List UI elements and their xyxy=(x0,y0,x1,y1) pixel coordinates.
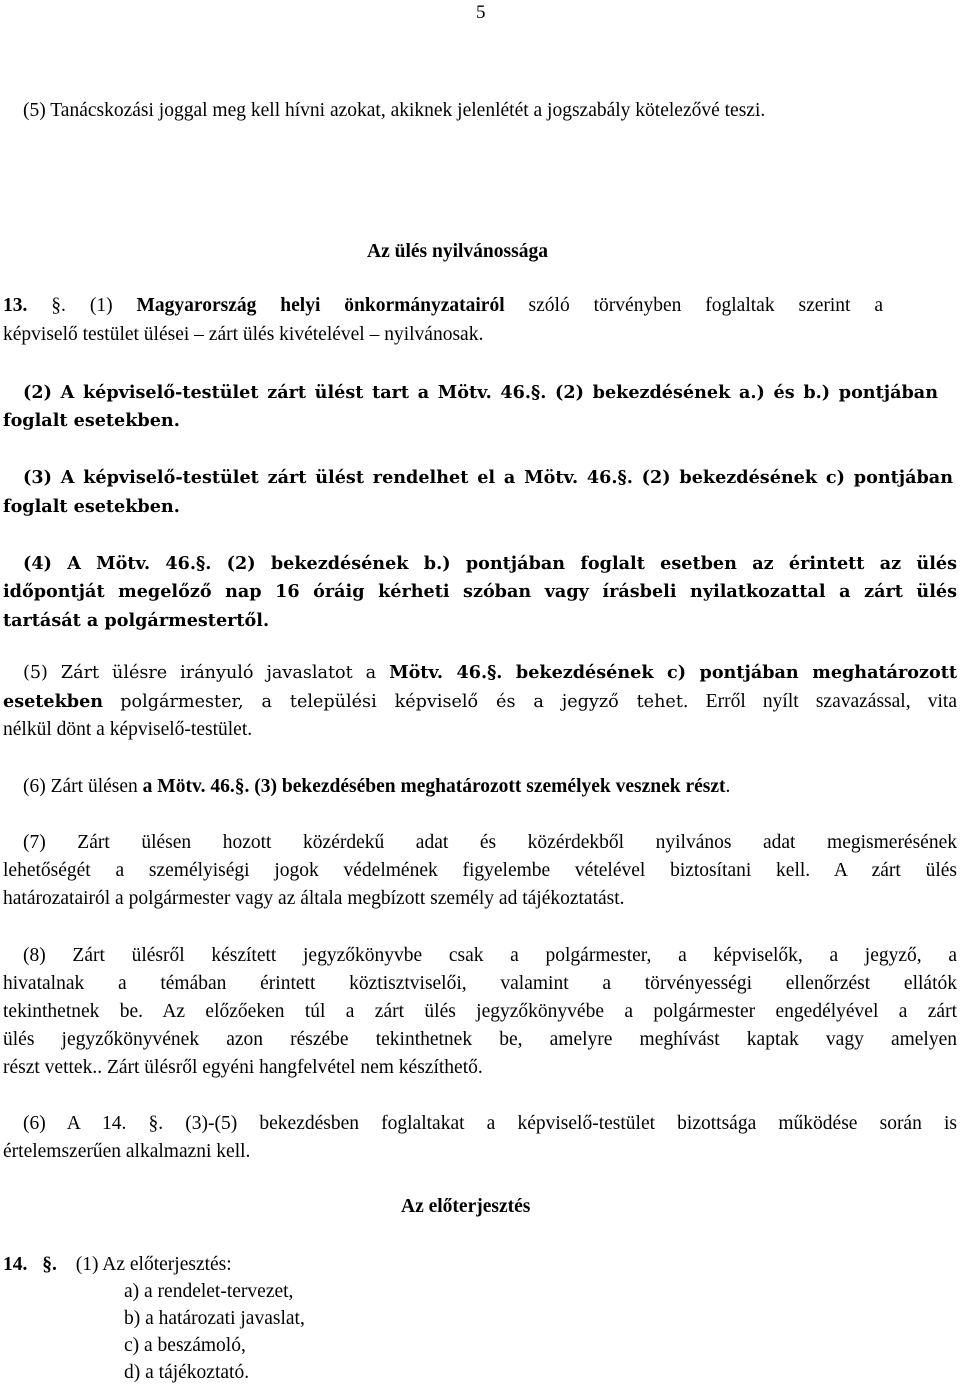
paragraph-number: (1) xyxy=(89,295,113,316)
section-13-paragraph-4-line-1: (4) A Mötv. 46.§. (2) bekezdésének b.) pontjában foglalt esetben az érintett az ülés xyxy=(23,553,957,574)
line-text: (6) Zárt ülésen xyxy=(23,776,138,797)
section-13-paragraph-7-line-3: határozatairól a polgármester vagy az általa megbízott személy ad tájékoztatást. xyxy=(3,888,625,909)
section-13-paragraph-8-line-3: tekinthetnek be. Az előzőeken túl a zárt ülés jegyzőkönyvébe a polgármester engedélyével a zárt xyxy=(3,1001,957,1022)
section-13-paragraph-5-line-1 xyxy=(23,662,957,683)
law-title: Magyarország helyi önkormányzatairól xyxy=(136,295,505,316)
line-text-bold: Mötv. 46.§. bekezdésének c) pontjában meghatározott xyxy=(389,662,958,683)
section-13-paragraph-5-line-3: nélkül dönt a képviselő-testület. xyxy=(3,719,253,740)
section-13-paragraph-5-line-2 xyxy=(3,691,957,713)
section-13-paragraph-2-line-1: (2) A képviselő-testület zárt ülést tart a Mötv. 46.§. (2) bekezdésének a.) és b.) pontjában xyxy=(23,382,938,403)
section-13-paragraph-7-line-2: lehetőségét a személyiségi jogok védelmének figyelembe vételével biztosítani kell. A zárt ülés xyxy=(3,860,957,881)
section-13-paragraph-3-line-1: (3) A képviselő-testület zárt ülést rendelhet el a Mötv. 46.§. (2) bekezdésének c) pontjában xyxy=(23,467,953,488)
section-14-number: 14. xyxy=(3,1254,28,1275)
section-13-paragraph-4-line-2: időpontját megelőző nap 16 óráig kérheti szóban vagy írásbeli nyilatkozattal a zárt ülés xyxy=(3,581,957,602)
list-item: c) a beszámoló, xyxy=(124,1335,246,1356)
section-13-paragraph-6 xyxy=(23,776,730,798)
line-text-end: . xyxy=(725,776,731,797)
section-13-sign: §. xyxy=(51,295,66,316)
line-text: (1) Az előterjesztés: xyxy=(75,1254,232,1275)
line-text-tail: Erről nyílt szavazással, vita xyxy=(705,691,958,712)
list-item: a) a rendelet-tervezet, xyxy=(124,1281,294,1302)
list-item: b) a határozati javaslat, xyxy=(124,1308,305,1329)
line-text: polgármester, a települési képviselő és a jegyző tehet. xyxy=(120,692,689,712)
section-13-paragraph-6b-line-2: értelemszerűen alkalmazni kell. xyxy=(3,1141,251,1162)
section-13-paragraph-1-line-2: képviselő testület ülései – zárt ülés kivételével – nyilvánosak. xyxy=(3,324,484,345)
line-text-bold: a Mötv. 46.§. (3) bekezdésében meghatározott személyek vesznek részt xyxy=(142,776,726,797)
section-13-paragraph-8-line-5: részt vettek.. Zárt ülésről egyéni hangfelvétel nem készíthető. xyxy=(3,1057,483,1078)
line-text-bold: esetekben xyxy=(3,691,104,712)
paragraph-tanacskozasi: (5) Tanácskozási joggal meg kell hívni azokat, akiknek jelenlétét a jogszabály kötelezővé teszi. xyxy=(23,100,766,121)
heading-eloterjesztes: Az előterjesztés xyxy=(401,1196,531,1217)
section-13-paragraph-1-line-1 xyxy=(3,295,883,317)
section-13-paragraph-8-line-1: (8) Zárt ülésről készített jegyzőkönyvbe csak a polgármester, a képviselők, a jegyző, a xyxy=(23,945,957,966)
page-number: 5 xyxy=(476,2,486,23)
list-item: d) a tájékoztató. xyxy=(124,1362,250,1383)
line-text: szóló törvényben foglaltak szerint a xyxy=(528,295,884,316)
section-13-paragraph-7-line-1: (7) Zárt ülésen hozott közérdekű adat és közérdekből nyilvános adat megismerésének xyxy=(23,832,957,853)
section-13-paragraph-8-line-4: ülés jegyzőkönyvének azon részébe tekinthetnek be, amelyre meghívást kaptak vagy amelyen xyxy=(3,1029,957,1050)
section-14-paragraph-1 xyxy=(3,1254,232,1276)
section-13-paragraph-3-line-2: foglalt esetekben. xyxy=(3,496,180,517)
section-14-sign: §. xyxy=(42,1254,57,1275)
line-text: (5) Zárt ülésre irányuló javaslatot a xyxy=(23,663,377,683)
heading-nyilvanossag: Az ülés nyilvánossága xyxy=(367,241,548,262)
section-13-paragraph-6b-line-1: (6) A 14. §. (3)-(5) bekezdésben foglaltakat a képviselő-testület bizottsága működése során is xyxy=(23,1113,957,1134)
section-13-number: 13. xyxy=(3,295,28,316)
section-13-paragraph-4-line-3: tartását a polgármestertől. xyxy=(3,610,270,631)
section-13-paragraph-2-line-2: foglalt esetekben. xyxy=(3,410,180,431)
section-13-paragraph-8-line-2: hivatalnak a témában érintett köztisztviselői, valamint a törvényességi ellenőrzést ellátók xyxy=(3,973,957,994)
